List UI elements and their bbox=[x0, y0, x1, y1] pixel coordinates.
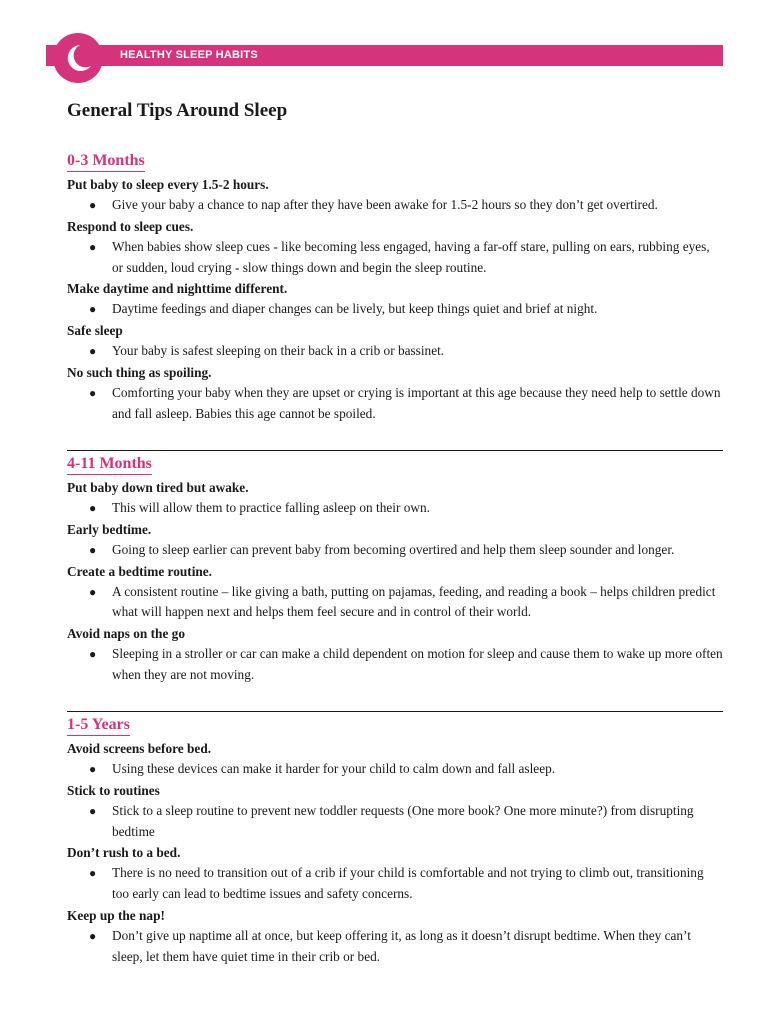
section-0-3-months bbox=[67, 150, 723, 427]
tip-text: A consistent routine – like giving a bath, putting on pajamas, feeding, and reading a book – helps children predict what will happen next and helps them feel secure and in control of their world. bbox=[112, 583, 716, 620]
tip-list bbox=[67, 540, 723, 561]
tip-text: Daytime feedings and diaper changes can be lively, but keep things quiet and brief at night. bbox=[112, 301, 598, 317]
bullet-icon: ● bbox=[89, 302, 97, 317]
section-heading: 1-5 Years bbox=[67, 714, 130, 736]
tip-text: There is no need to transition out of a crib if your child is comfortable and not trying to climb out, transitioning too early can lead to bedtime issues and safety concerns. bbox=[112, 865, 704, 902]
list-item bbox=[67, 540, 723, 561]
tip-list bbox=[67, 582, 723, 624]
tip-list bbox=[67, 237, 723, 279]
list-item bbox=[67, 582, 723, 624]
tip bbox=[67, 844, 723, 905]
header-banner bbox=[46, 45, 723, 66]
list-item bbox=[67, 195, 723, 216]
list-item bbox=[67, 341, 723, 362]
list-item bbox=[67, 237, 723, 279]
tip-text: Going to sleep earlier can prevent baby from becoming overtired and help them sleep sounder and longer. bbox=[112, 541, 675, 557]
bullet-icon: ● bbox=[89, 866, 97, 881]
tip-heading: Stick to routines bbox=[67, 782, 160, 798]
tip-text: When babies show sleep cues - like becoming less engaged, having a far-off stare, pulling on ears, rubbing eyes, or sudden, loud crying - slow things down and begin the sleep routine. bbox=[112, 238, 710, 275]
tip-list bbox=[67, 498, 723, 519]
banner-title: HEALTHY SLEEP HABITS bbox=[120, 49, 258, 61]
tip-text: This will allow them to practice falling asleep on their own. bbox=[112, 500, 430, 515]
moon-badge bbox=[53, 33, 103, 83]
list-item bbox=[67, 801, 723, 843]
tip-text: Comforting your baby when they are upset or crying is important at this age because they need help to settle down and fall asleep. Babies this age cannot be spoiled. bbox=[112, 384, 721, 421]
tip bbox=[67, 782, 723, 843]
tip-heading: Avoid naps on the go bbox=[67, 626, 185, 642]
list-item bbox=[67, 644, 723, 686]
tip-text: Using these devices can make it harder for your child to calm down and fall asleep. bbox=[112, 761, 556, 776]
tip-list bbox=[67, 759, 723, 780]
tip bbox=[67, 740, 723, 780]
section-heading: 4-11 Months bbox=[67, 453, 152, 475]
bullet-icon: ● bbox=[89, 762, 97, 776]
tip-heading: Create a bedtime routine. bbox=[67, 563, 213, 579]
bullet-icon: ● bbox=[89, 501, 97, 515]
bullet-icon: ● bbox=[89, 542, 97, 557]
tip bbox=[67, 364, 723, 425]
bullet-icon: ● bbox=[89, 647, 97, 662]
tip bbox=[67, 625, 723, 686]
list-item bbox=[67, 299, 723, 320]
crescent-moon-icon bbox=[53, 33, 103, 83]
tip-text: Your baby is safest sleeping on their back in a crib or bassinet. bbox=[112, 343, 445, 359]
tip-list bbox=[67, 863, 723, 905]
bullet-icon: ● bbox=[89, 584, 97, 599]
tip-heading: Early bedtime. bbox=[67, 521, 152, 537]
list-item bbox=[67, 383, 723, 425]
tip bbox=[67, 322, 723, 362]
tip bbox=[67, 176, 723, 216]
bullet-icon: ● bbox=[89, 198, 97, 212]
bullet-icon: ● bbox=[89, 928, 97, 943]
tip bbox=[67, 907, 723, 968]
tip-list bbox=[67, 926, 723, 968]
tip bbox=[67, 280, 723, 320]
tip-heading: Avoid screens before bed. bbox=[67, 741, 212, 756]
tip-heading: Keep up the nap! bbox=[67, 907, 165, 923]
list-item bbox=[67, 926, 723, 968]
section-1-5-years bbox=[67, 714, 723, 970]
tip-text: Don’t give up naptime all at once, but keep offering it, as long as it doesn’t disrupt bedtime. When they can’t sleep, let them have quiet time in their crib or bed. bbox=[112, 927, 691, 964]
bullet-icon: ● bbox=[89, 239, 97, 254]
tip-heading: Make daytime and nighttime different. bbox=[67, 281, 288, 297]
page-title: General Tips Around Sleep bbox=[67, 100, 288, 121]
tip-heading: Don’t rush to a bed. bbox=[67, 845, 181, 861]
tip-list bbox=[67, 801, 723, 843]
tip-list bbox=[67, 299, 723, 320]
bullet-icon: ● bbox=[89, 344, 97, 359]
tip bbox=[67, 479, 723, 519]
tip-text: Give your baby a chance to nap after they have been awake for 1.5-2 hours so they don’t get overtired. bbox=[112, 197, 658, 212]
section-divider bbox=[67, 450, 723, 451]
tip-heading: Respond to sleep cues. bbox=[67, 218, 194, 234]
tip-heading: Safe sleep bbox=[67, 323, 123, 339]
list-item bbox=[67, 498, 723, 519]
bullet-icon: ● bbox=[89, 385, 97, 400]
tip bbox=[67, 563, 723, 624]
tip-text: Sleeping in a stroller or car can make a child dependent on motion for sleep and cause them to wake up more often when they are not moving. bbox=[112, 646, 723, 682]
tip-list bbox=[67, 341, 723, 362]
tip-list bbox=[67, 383, 723, 425]
tip-heading: No such thing as spoiling. bbox=[67, 364, 212, 380]
tip bbox=[67, 218, 723, 279]
section-heading: 0-3 Months bbox=[67, 150, 145, 172]
tip bbox=[67, 521, 723, 561]
tip-heading: Put baby down tired but awake. bbox=[67, 480, 249, 495]
list-item bbox=[67, 759, 723, 780]
tip-text: Stick to a sleep routine to prevent new toddler requests (One more book? One more minute?) from disrupting bedtime bbox=[112, 802, 694, 839]
section-4-11-months bbox=[67, 453, 723, 688]
section-divider bbox=[67, 711, 723, 712]
tip-list bbox=[67, 644, 723, 686]
list-item bbox=[67, 863, 723, 905]
bullet-icon: ● bbox=[89, 803, 97, 818]
tip-list bbox=[67, 195, 723, 216]
tip-heading: Put baby to sleep every 1.5-2 hours. bbox=[67, 177, 269, 192]
